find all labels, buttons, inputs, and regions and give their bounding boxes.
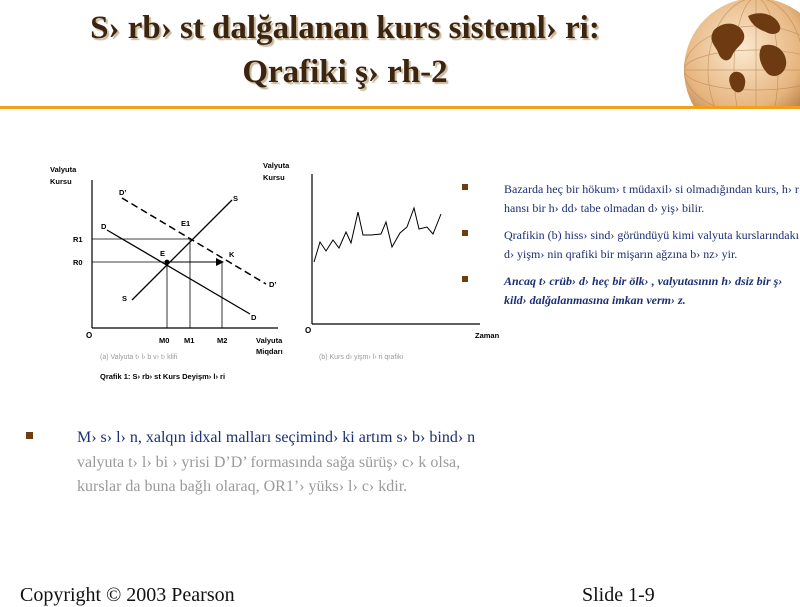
panel-a-y-label-2: Kursu [50,177,72,186]
exchange-rate-line [314,208,441,262]
slide-number: Slide 1-9 [582,584,655,606]
bullet-marker-icon [462,230,468,236]
title-underline [0,106,800,109]
label-m1: M1 [184,336,195,345]
slide-title-line2: Qrafiki ş› rh-2 [242,54,448,90]
bullet-marker-icon [26,432,33,439]
label-d-top: D [101,222,107,231]
shift-arrow-head [216,258,224,266]
exchange-rate-graph [40,150,510,390]
bullet-item [460,180,800,217]
label-m0: M0 [159,336,170,345]
globe-image [684,0,800,106]
shifted-demand-curve [122,198,266,284]
panel-b-caption: (b) Kurs d› yişm› l› ri qrafiki [319,354,404,361]
panel-a-x-label-1: Valyuta [256,336,283,345]
label-e: E [160,249,166,258]
label-k: K [229,250,235,259]
panel-a-origin: O [86,331,93,340]
label-s-top: S [233,194,239,203]
panel-a-caption: (a) Valyuta t› l› b v› t› klifi [100,354,178,361]
right-bullet-list [460,180,800,318]
slide-title-line1: S› rb› st dalğalanan kurs sisteml› ri: [90,10,600,46]
bottom-bullet-strong: M› s› l› n, xalqın idxal malları seçimind› ki artım s› b› bind› n [77,429,476,446]
panel-b-x-label: Zaman [475,331,500,340]
label-r1: R1 [73,235,83,244]
panel-a [50,165,283,381]
panel-a-y-label-1: Valyuta [50,165,77,174]
bullet-text: Ancaq t› crüb› d› heç bir ölk› , valyutasının h› dsiz bir ş› kild› dalğalanmasına imkan verm› z. [504,274,783,307]
bullet-marker-icon [462,184,468,190]
label-e1: E1 [181,219,191,228]
panel-b-origin: O [305,326,312,335]
label-d-bottom: D [251,313,257,322]
label-m2: M2 [217,336,228,345]
bullet-item [460,226,800,263]
bullet-text: Bazarda heç bir hökum› t müdaxil› si olmadığından kurs, h› r hansı bir h› dd› tabe olmadan d› yiş› bilir. [504,182,799,215]
bottom-bullet [24,426,497,500]
bottom-bullet-rest: valyuta t› l› bi › yrisi D’D’ formasında sağa sürüş› c› k olsa, kurslar da buna bağlı olaraq, OR1’› yüks› l› c› kdir. [77,453,461,495]
slide-title [0,6,690,94]
bullet-text: Qrafikin (b) hiss› sind› göründüyü kimi valyuta kurslarındakı d› yişm› nin qrafiki bir mişarın ağzına b› nz› yir. [504,228,799,261]
demand-curve [107,230,250,314]
point-e [165,260,170,265]
panel-a-x-label-2: Miqdarı [256,347,283,356]
bullet-marker-icon [462,276,468,282]
bullet-item-emphasis [460,272,800,309]
supply-curve [132,200,232,300]
label-r0: R0 [73,258,83,267]
figure-caption: Qrafik 1: S› rb› st Kurs Deyişm› l› ri [100,372,226,381]
label-d-prime-top: D’ [119,188,127,197]
copyright-footer: Copyright © 2003 Pearson [20,584,235,606]
label-s-bottom: S [122,294,128,303]
label-d-prime-bottom: D’ [269,280,277,289]
panel-b-y-label-2: Kursu [263,173,285,182]
panel-b-y-label-1: Valyuta [263,161,290,170]
